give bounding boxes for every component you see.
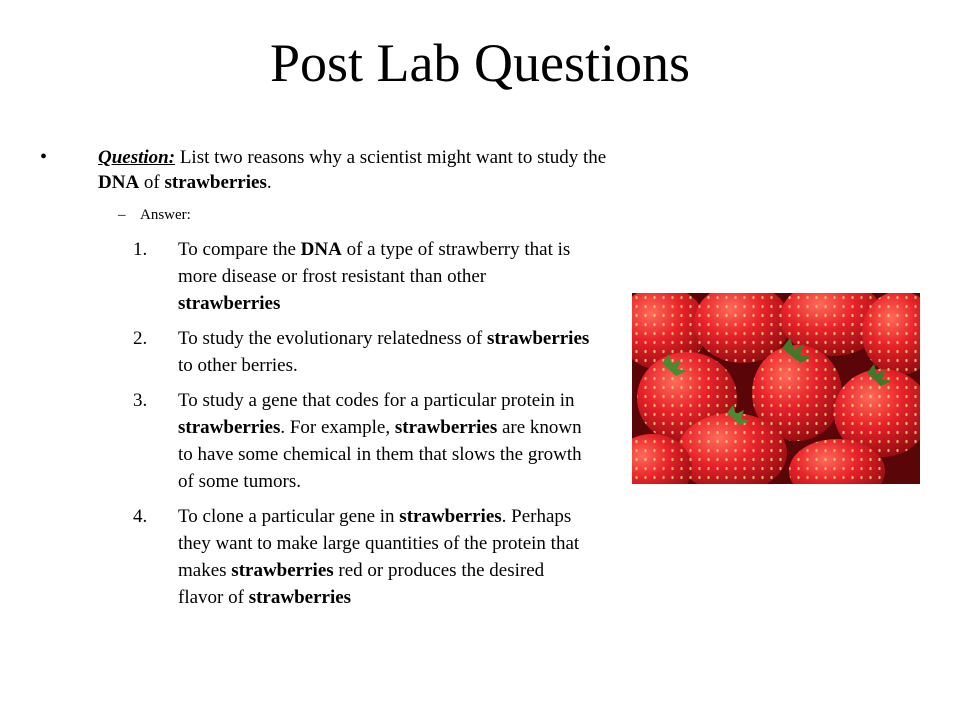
item-number: 3. — [133, 390, 148, 411]
answer-item — [133, 503, 593, 611]
item-text: To compare the — [178, 239, 301, 260]
item-bold: strawberries — [178, 293, 281, 314]
item-text: red or produces the desired flavor of — [178, 560, 545, 608]
question-text-2: of — [139, 172, 165, 193]
item-bold: DNA — [300, 239, 342, 260]
item-text: of a type of strawberry that is more disease or frost resistant than other — [178, 239, 571, 287]
question-bold-strawberries: strawberries — [164, 172, 267, 193]
bullet-marker: • — [40, 146, 48, 168]
question-bold-dna: DNA — [98, 172, 140, 193]
answer-item — [133, 387, 593, 495]
item-text: To clone a particular gene in — [178, 506, 400, 527]
item-number: 1. — [133, 239, 148, 260]
item-number: 4. — [133, 506, 148, 527]
answer-item — [133, 325, 593, 379]
item-text: . Perhaps they want to make large quantities of the protein that makes — [178, 506, 580, 581]
item-bold: strawberries — [486, 328, 590, 349]
strawberries-photo — [632, 293, 920, 484]
answer-item — [133, 236, 593, 317]
item-text: . For example, — [280, 417, 395, 438]
item-bold: strawberries — [231, 560, 334, 581]
question-label: Question: — [98, 147, 176, 168]
item-text: are known to have some chemical in them that slows the growth of some tumors. — [178, 417, 582, 492]
question-text-1: List two reasons why a scientist might want to study the — [175, 147, 607, 168]
item-bold: strawberries — [178, 417, 281, 438]
item-number: 2. — [133, 328, 148, 349]
item-text: To study the evolutionary relatedness of — [178, 328, 487, 349]
answer-list — [133, 236, 593, 611]
answer-dash: – — [118, 207, 126, 223]
answer-label: Answer: — [140, 207, 191, 223]
question-text-3: . — [266, 172, 272, 193]
question-text — [98, 145, 618, 195]
slide-title: Post Lab Questions — [269, 33, 690, 93]
item-bold: strawberries — [248, 587, 352, 608]
item-text: to other berries. — [178, 355, 298, 376]
item-bold: strawberries — [399, 506, 502, 527]
item-text: To study a gene that codes for a particular protein in — [178, 390, 575, 411]
item-bold: strawberries — [394, 417, 498, 438]
